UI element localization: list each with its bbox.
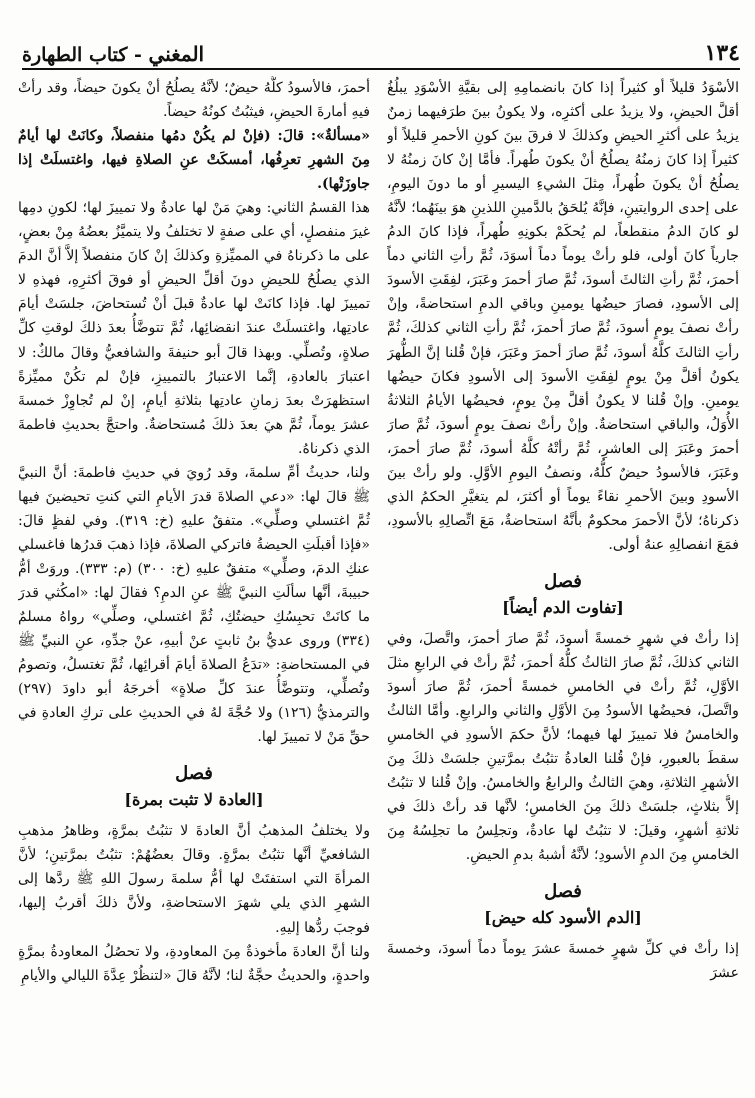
header-title	[22, 42, 204, 66]
section-subtitle: [الدم الأسود كله حيض]	[484, 908, 642, 928]
book-title: المغني	[148, 42, 205, 66]
section-heading: فصل	[544, 570, 582, 592]
left-column	[18, 76, 370, 1086]
header-separator: -	[127, 44, 149, 66]
section-subtitle: [تفاوت الدم أيضاً]	[502, 597, 624, 617]
paragraph: الأسْوَدُ قليلاً أو كثيراً إذا كانَ بانضمامِهِ إلى بقيَّةِ الأسْوَدِ يبلُغُ أقلَّ الحيضِ، ولا يزيدُ على أكثرِه، ولا يكونُ بينَ طرَفيهما زمنٌ يزيدُ على أكثرِ الحيضِ وكذلكَ لا فرقَ بينَ كونِ الأحمرِ قليلاً أو كثيراً إذا كانَ زمنُهُ يصلُحُ أنْ يكونَ طُهراً. فأمَّا إنْ كانَ زمنُهُ لا يصلُحُ أنْ يكونَ طُهراً، مِثلَ الشيءِ اليسيرِ أو ما دونَ اليومِ، على إحدى الروايتينِ، فإنَّهُ يُلحَقُ بالدَّمينِ اللذينِ هوَ بينَهُما؛ لأنَّهُ لو كانَ الدمُ منقطعاً، لم يُحكَمْ بكونِهِ طُهراً، فإذا كانَ الدمُ جارياً كانَ أولى، فلو رأتْ يوماً دماً أسوَدَ، ثُمَّ رأتِ الثاني دماً أحمرَ، ثُمَّ رأتِ الثالثَ أسودَ، ثُمَّ صارَ أحمرَ وعَبَرَ، لفِقَتِ الأسودَ إلى الأسودِ، فصارَ حيضُها يومينِ وباقي الدمِ استحاضةً، وإنْ رأتْ نصفَ يومٍ أسودَ، ثُمَّ صارَ أحمرَ، ثُمَّ رأتِ الثاني كذلكَ، ثُمَّ رأتِ الثالثَ كلَّهُ أسودَ، ثُمَّ صارَ أحمرَ وعَبَرَ، فإنْ قُلنا إنَّ الطُّهرَ يكونُ أقلَّ مِنْ يومٍ لفِقَتِ الأسودَ إلى الأسودِ فكانَ حيضُها يومينِ. وإنْ قُلنا لا يكونُ أقلَّ مِنْ يومٍ، فحيضُها الأيامُ الثلاثةُ الأُوَلُ، والباقي استحاضةٌ. وإنْ رأتْ نصفَ يومٍ أسودَ، ثُمَّ صارَ أحمرَ وعَبَرَ إلى العاشرِ، ثُمَّ رأتْهُ كلَّهُ أسودَ، ثُمَّ صارَ أحمرَ، وعَبَرَ، فالأسودُ حيضٌ كلُّهُ، ونصفُ اليومِ الأوَّلِ. ولو رأتْ بينَ الأسودِ وبينَ الأحمرِ نقاءً يوماً أو أكثرَ، لم يتغيَّرِ الحكمُ الذي ذكرناهُ؛ لأنَّ الأحمرَ محكومٌ بأنَّهُ استحاضةٌ، مَعَ اتِّصالِهِ بالأسودِ، فمَعَ انفصالِهِ عنهُ أولى.	[387, 80, 739, 553]
paragraph: أحمرَ، فالأسودُ كلُّهُ حيضٌ؛ لأنَّهُ يصلُحُ أنْ يكونَ حيضاً، وقد رأتْ فيهِ أمارةَ الحيضِ، فيثبُتُ كونُهُ حيضاً.	[18, 80, 370, 121]
right-column	[387, 76, 739, 1086]
section-heading: فصل	[175, 763, 213, 785]
paragraph: إذا رأتْ في شهرٍ خمسةً أسودَ، ثُمَّ صارَ أحمرَ، واتَّصلَ، وفي الثاني كذلكَ، ثُمَّ صارَ الثالثُ كلُّهُ أحمرَ، ثُمَّ رأتْ في الرابعِ مثلَ الأوَّلِ، ثُمَّ رأتْ في الخامسِ خمسةً أحمرَ، ثُمَّ صارَ أسودَ واتَّصلَ، فحيضُها الأسودُ مِنَ الأوَّلِ والثاني والرابعِ. وأمَّا الثالثُ والخامسُ فلا تمييزَ لها فيهما؛ لأنَّ حكمَ الأسودِ في الخامسِ سقطَ بالعبورِ، فإنْ قُلنا العادةُ تثبُتُ بمرَّتينِ جلسَتْ ذلكَ مِنَ الأشهرِ الثلاثةِ، وهيَ الثالثُ والرابعُ والخامسُ. وإنْ قُلنا لا تثبُتُ إلاَّ بثلاثٍ، جلسَتْ ذلكَ مِنَ الخامسِ؛ لأنَّها قد رأتْ ذلكَ في ثلاثةِ أشهرٍ، وقيلَ: لا تثبُتُ لها عادةٌ، وتجلِسُ ما تجلِسُهُ مِنَ الخامسِ مِنَ الدمِ الأسودِ؛ لأنَّهُ أشبهُ بدمِ الحيضِ.	[387, 630, 739, 864]
header-rule	[22, 68, 740, 70]
page-number: ١٣٤	[704, 40, 740, 66]
paragraph: إذا رأتْ في كلِّ شهرٍ خمسةَ عشرَ يوماً دماً أسودَ، وخمسةَ عشرَ	[387, 941, 739, 982]
paragraph: ولا يختلفُ المذهبُ أنَّ العادةَ لا تثبُتُ بمرَّةٍ، وظاهرُ مذهبِ الشافعيِّ أنَّها تثبُتُ بمرَّةٍ. وقالَ بعضُهُمْ: تثبُتُ بمرَّتينِ؛ لأنَّ المرأةَ التي استفتَتْ لها أمُّ سلمةَ رسولَ اللهِ ﷺ ردَّها إلى الشهرِ الذي يلي شهرَ الاستحاضةِ، ولأنَّ ذلكَ أقربُ إليها، فوجبَ ردُّها إليهِ.	[18, 823, 370, 936]
paragraph: هذا القسمُ الثاني: وهيَ مَنْ لها عادةٌ ولا تمييزَ لها؛ لكونِ دمِها غيرَ منفصلٍ، أي على صفةٍ لا تختلفُ ولا يتميَّزُ بعضُهُ مِنْ بعضٍ، على ما ذكرناهُ في المميِّزةِ وكذلكَ إنْ كانَ منفصلاً إلاَّ أنَّ الدمَ الذي يصلُحُ للحيضِ دونَ أقلِّ الحيضِ أو فوقَ أكثرِهِ، فهذهِ لا تمييزَ لها. فإذا كانَتْ لها عادةٌ قبلَ أنْ تُستحاضَ، جلسَتْ أيامَ عادتِها، واغتسلَتْ عندَ انقضائِها، ثُمَّ تتوضَّأُ بعدَ ذلكَ لوقتِ كلِّ صلاةٍ، وتُصلِّي. وبهذا قالَ أبو حنيفةَ والشافعيُّ وقالَ مالكٌ: لا اعتبارَ بالعادةِ، إنَّما الاعتبارُ بالتمييزِ، فإنْ لم تكُنْ مميِّزةً استظهرَتْ بعدَ زمانِ عادتِها بثلاثةِ أيامٍ، إنْ لم تُجاوِزْ خمسةَ عشرَ يوماً، ثُمَّ هيَ بعدَ ذلكَ مُستحاضةٌ. واحتجَّ بحديثِ فاطمةَ الذي ذكرناهُ.	[18, 200, 370, 457]
running-header	[22, 32, 740, 66]
chapter-title: كتاب الطهارة	[22, 44, 128, 66]
masala-heading: «مسألةٌ»: قالَ: (فإنْ لم يكُنْ دمُها منفصلاً، وكانَتْ لها أيامٌ مِنَ الشهرِ تعرِفُها، أمسكَتْ عنِ الصلاةِ فيها، واغتسلَتْ إذا جاوزَتْها).	[18, 128, 370, 193]
section-subtitle: [العادة لا تثبت بمرة]	[124, 790, 264, 810]
paragraph: ولنا، حديثُ أمِّ سلمةَ، وقد رُويَ في حديثِ فاطمةَ: أنَّ النبيَّ ﷺ قالَ لها: «دعي الصلاةَ قدرَ الأيامِ التي كنتِ تحيضينَ فيها ثُمَّ اغتسلي وصلِّي». متفقٌ عليهِ (خ: ٣١٩). وفي لفظٍ قالَ: «فإذا أقبلَتِ الحيضةُ فاتركي الصلاةَ، فإذا ذهبَ قدرُها فاغسلي عنكِ الدمَ، وصلِّي» متفقٌ عليهِ (خ: ٣٠٠) (م: ٣٣٣). وروَتْ أمُّ حبيبةَ، أنَّها سألَتِ النبيَّ ﷺ عنِ الدمِ؟ فقالَ لها: «امكُثي قدرَ ما كانَتْ تحبِسُكِ حيضتُكِ، ثُمَّ اغتسلي، وصلِّي» رواهُ مسلمٌ (٣٣٤) وروى عديُّ بنُ ثابتٍ عنْ أبيهِ، عنْ جدِّهِ، عنِ النبيِّ ﷺ في المستحاضةِ: «تدَعُ الصلاةَ أيامَ أقرائِها، ثُمَّ تغتسلُ، وتصومُ وتُصلِّي، وتتوضَّأُ عندَ كلِّ صلاةٍ» أخرجَهُ أبو داودَ (٢٩٧) والترمذيُّ (١٢٦) ولا حُجَّةَ لهُ في الحديثِ على تركِ العادةِ في حقِّ مَنْ لا تمييزَ لها.	[18, 464, 370, 746]
section-heading: فصل	[544, 881, 582, 903]
paragraph: ولنا أنَّ العادةَ مأخوذةٌ مِنَ المعاودةِ، ولا تحصُلُ المعاودةُ بمرَّةٍ واحدةٍ، والحديثُ حجَّةٌ لنا؛ لأنَّهُ قالَ «لتنظُرْ عِدَّةَ الليالي والأيامِ	[18, 943, 370, 984]
